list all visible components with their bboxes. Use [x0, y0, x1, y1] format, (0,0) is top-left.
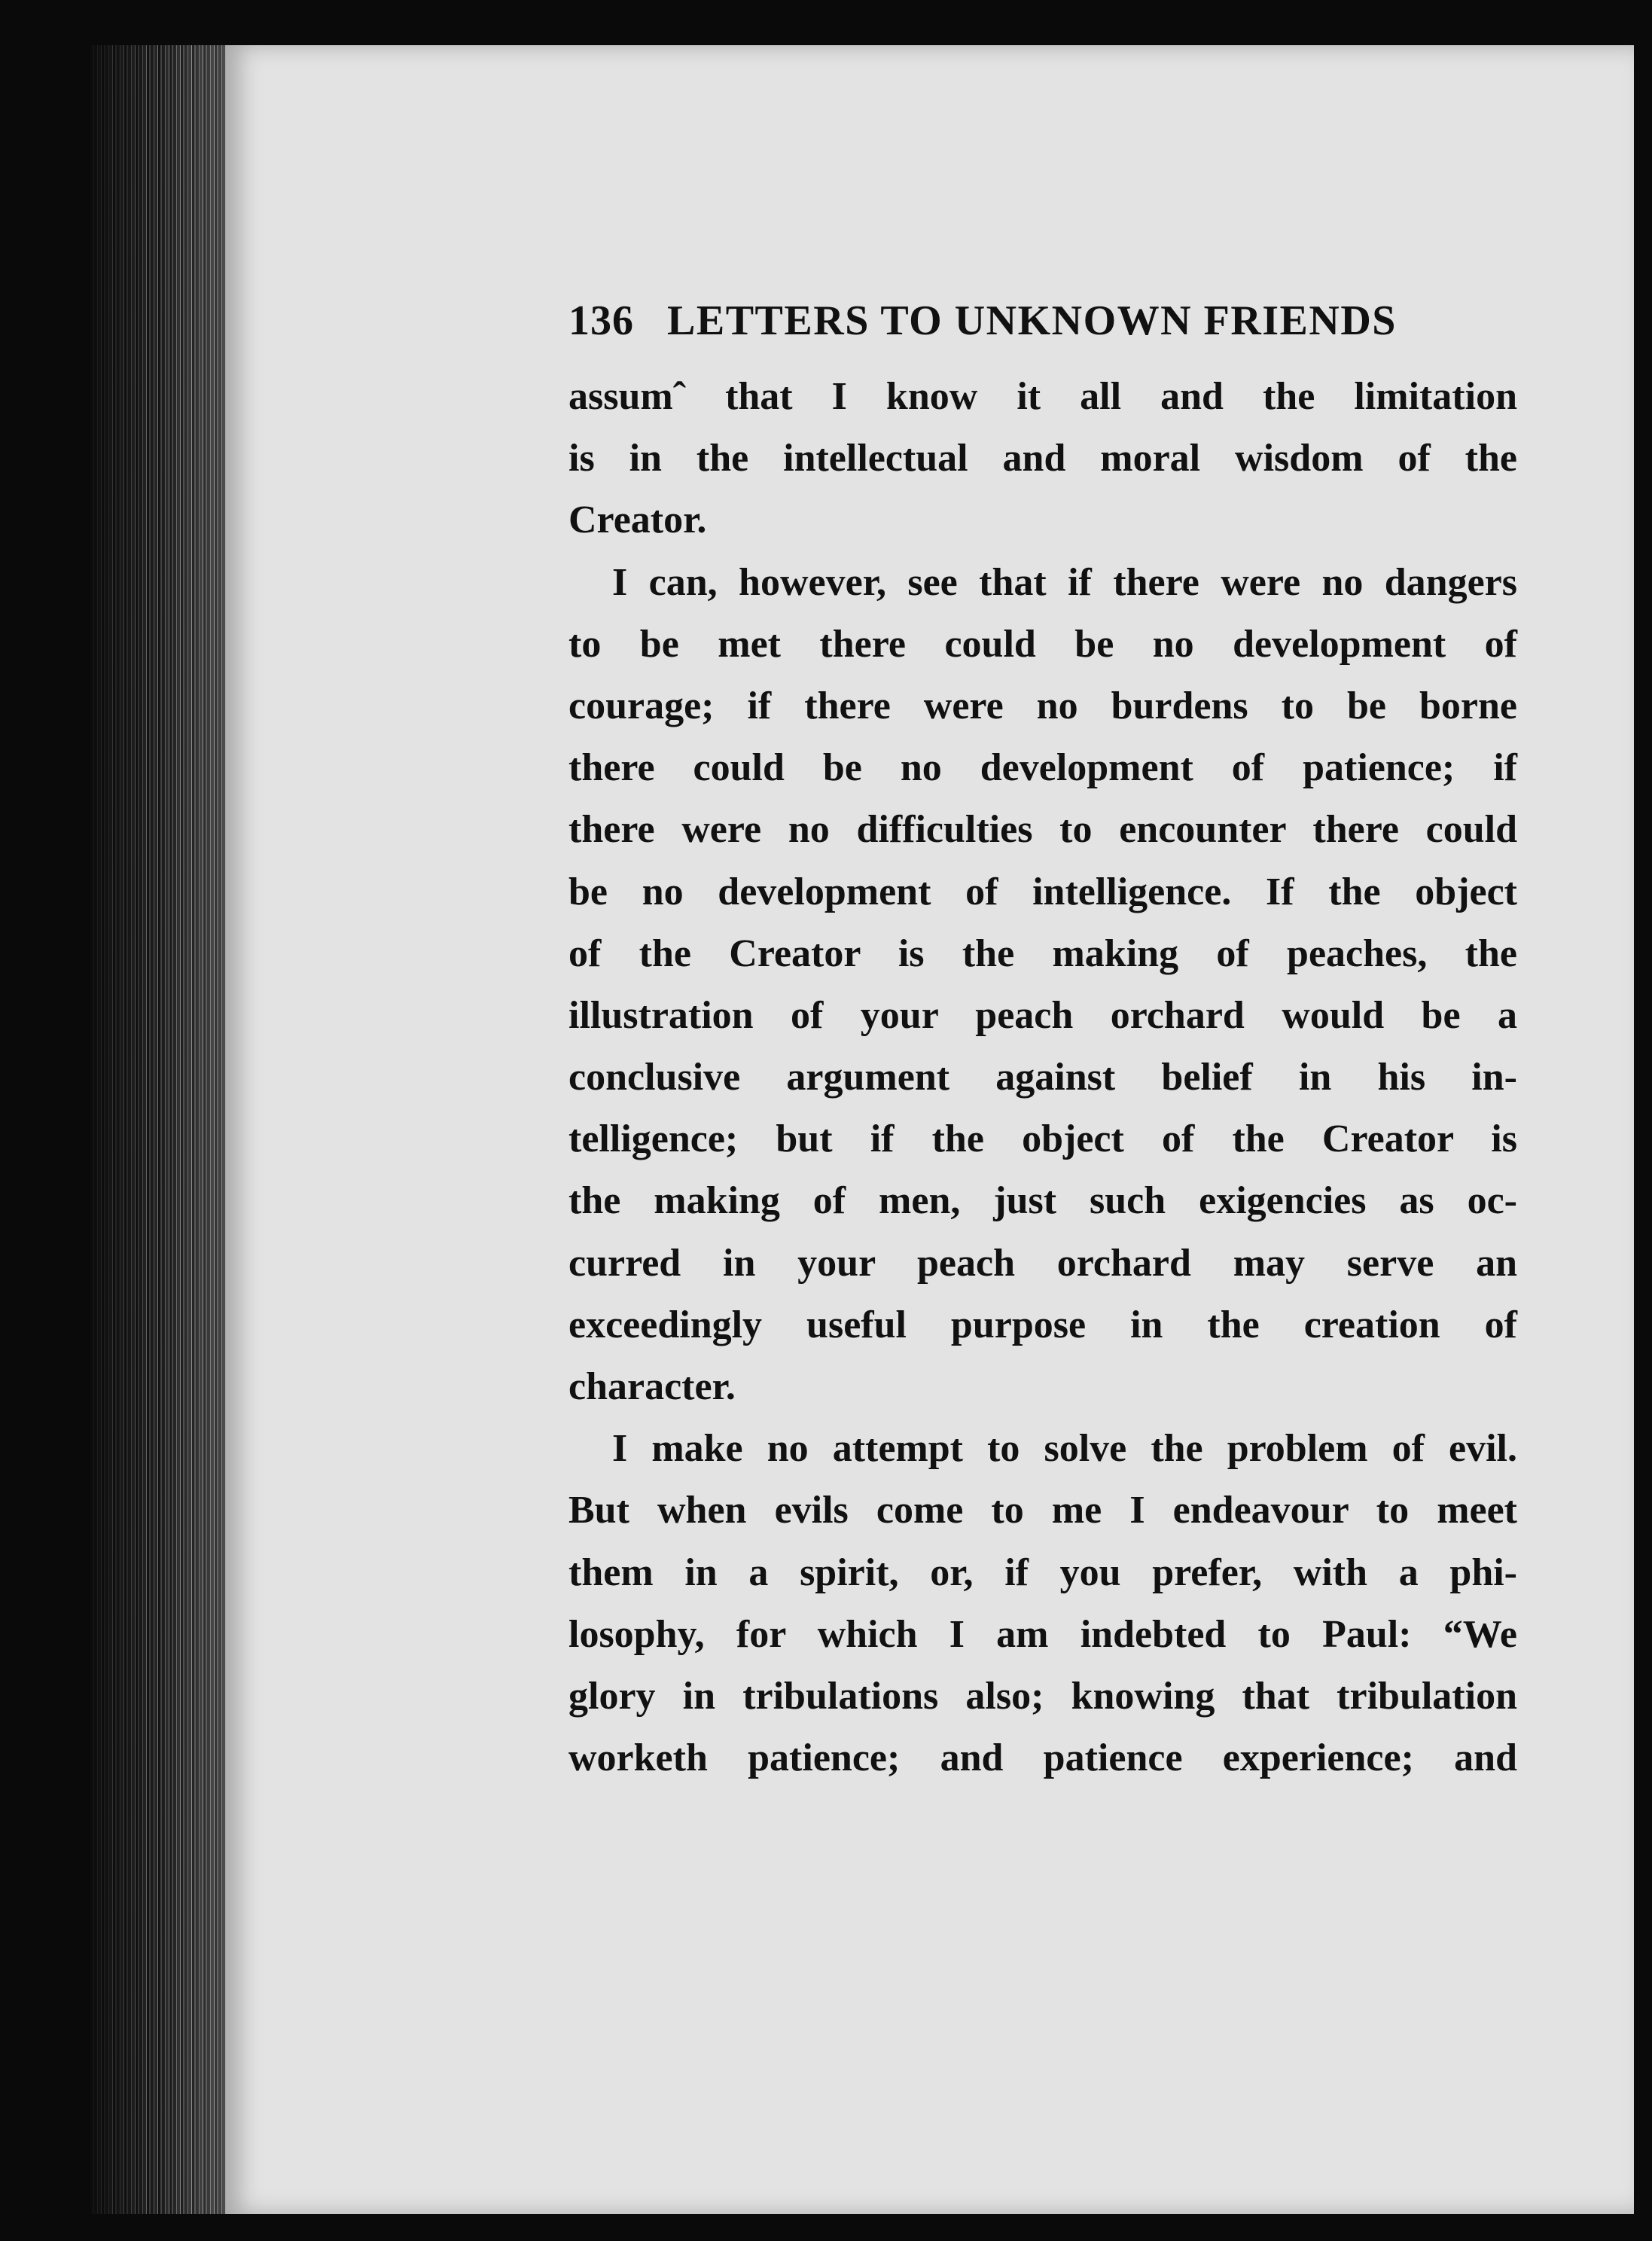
text-line: curred in your peach orchard may serve an: [568, 1241, 1517, 1285]
running-title: LETTERS TO UNKNOWN FRIENDS: [667, 297, 1397, 344]
text-line: be no development of intelligence. If the object: [568, 870, 1517, 913]
text-line: to be met there could be no development of: [568, 622, 1517, 666]
book-page: [226, 45, 1634, 2214]
paragraph-3: [568, 1418, 1517, 1789]
text-line: them in a spirit, or, if you prefer, with a phi-: [568, 1550, 1517, 1594]
text-line: character.: [568, 1365, 736, 1408]
text-line: there were no difficulties to encounter there could: [568, 808, 1517, 852]
paragraph-2: [568, 552, 1517, 1419]
text-line: I can, however, see that if there were no dangers: [612, 560, 1517, 604]
page-number: 136: [568, 297, 634, 344]
running-head: [568, 286, 1517, 355]
text-line: But when evils come to me I endeavour to meet: [568, 1489, 1517, 1532]
text-line: conclusive argument against belief in his in-: [568, 1056, 1517, 1099]
text-line: glory in tribulations also; knowing that tribulation: [568, 1674, 1517, 1718]
page-content: [568, 286, 1517, 1789]
text-line: the making of men, just such exigencies as oc-: [568, 1179, 1517, 1223]
text-line: exceedingly useful purpose in the creation of: [568, 1303, 1517, 1346]
text-line: illustration of your peach orchard would be a: [568, 993, 1517, 1037]
text-line: there could be no development of patience; if: [568, 746, 1517, 790]
text-line: Creator.: [568, 499, 707, 542]
paragraph-1: [568, 366, 1517, 552]
text-line: of the Creator is the making of peaches, the: [568, 931, 1517, 975]
text-line: I make no attempt to solve the problem of evil.: [612, 1427, 1517, 1471]
text-line: is in the intellectual and moral wisdom of the: [568, 437, 1517, 480]
text-line: courage; if there were no burdens to be borne: [568, 684, 1517, 727]
text-line: worketh patience; and patience experience; and: [568, 1736, 1517, 1780]
text-line: losophy, for which I am indebted to Paul: “We: [568, 1612, 1517, 1656]
body-text: [568, 366, 1517, 1789]
text-line: assumˆ that I know it all and the limitation: [568, 375, 1517, 418]
text-line: telligence; but if the object of the Creator is: [568, 1117, 1517, 1161]
